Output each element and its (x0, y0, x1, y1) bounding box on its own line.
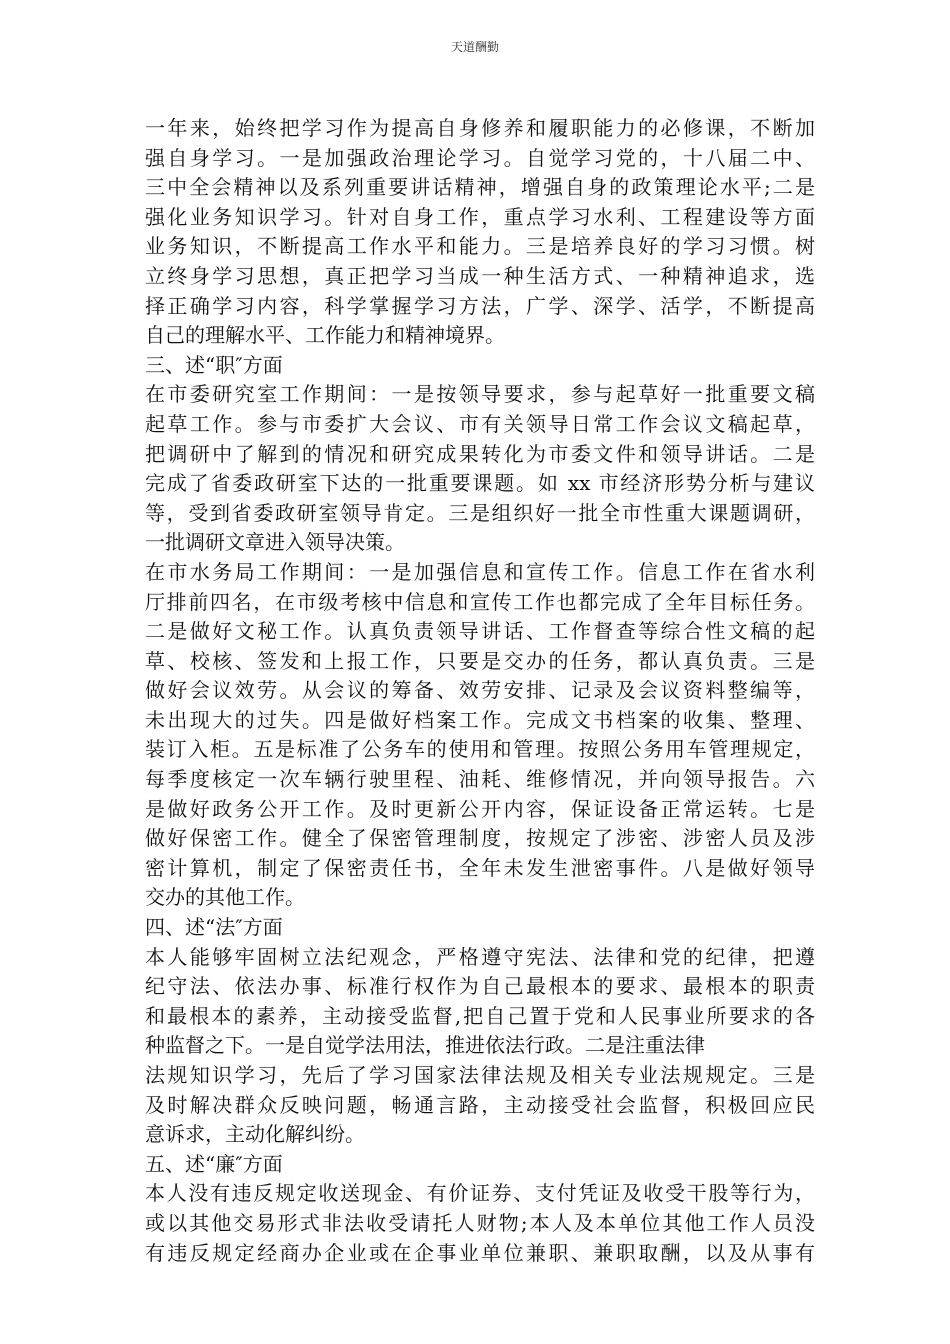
text-line: 交办的其他工作。 (145, 885, 305, 910)
text-line: 和最根本的素养，主动接受监督,把自己置于党和人民事业所要求的各 (145, 1003, 815, 1028)
text-line: 做好保密工作。健全了保密管理制度，按规定了涉密、涉密人员及涉 (145, 826, 815, 851)
text-line: 在市水务局工作期间：一是加强信息和宣传工作。信息工作在省水利 (145, 559, 815, 584)
text-line: 四、述“法″方面 (145, 915, 283, 940)
text-line: 或以其他交易形式非法收受请托人财物;本人及本单位其他工作人员没 (145, 1210, 815, 1235)
text-line: 厅排前四名，在市级考核中信息和宣传工作也都完成了全年目标任务。 (145, 589, 815, 614)
text-line: 未出现大的过失。四是做好档案工作。完成文书档案的收集、整理、 (145, 707, 815, 732)
text-line: 做好会议效劳。从会议的筹备、效劳安排、记录及会议资料整编等， (145, 678, 815, 703)
text-line: 每季度核定一次车辆行驶里程、油耗、维修情况，并向领导报告。六 (145, 767, 815, 792)
text-line: 二是做好文秘工作。认真负责领导讲话、工作督查等综合性文稿的起 (145, 619, 815, 644)
text-line: 把调研中了解到的情况和研究成果转化为市委文件和领导讲话。二是 (145, 441, 815, 466)
text-line: 三中全会精神以及系列重要讲话精神，增强自身的政策理论水平;二是 (145, 175, 815, 200)
text-line: 择正确学习内容，科学掌握学习方法，广学、深学、活学，不断提高 (145, 293, 815, 318)
text-line: 三、述“职″方面 (145, 352, 283, 377)
page-header: 天道酬勤 (450, 40, 499, 54)
text-line: 纪守法、依法办事、标准行权作为自己最根本的要求、最根本的职责 (145, 974, 815, 999)
text-line: 一年来，始终把学习作为提高自身修养和履职能力的必修课，不断加 (145, 116, 815, 140)
text-line: 法规知识学习，先后了学习国家法律法规及相关专业法规规定。三是 (145, 1063, 815, 1087)
text-line: 业务知识，不断提高工作水平和能力。三是培养良好的学习习惯。树 (145, 234, 815, 259)
text-line: 密计算机，制定了保密责任书，全年未发生泄密事件。八是做好领导 (145, 855, 815, 880)
text-line: 五、述“廉″方面 (145, 1151, 283, 1176)
text-line: 起草工作。参与市委扩大会议、市有关领导日常工作会议文稿起草， (145, 411, 815, 436)
text-line: 强自身学习。一是加强政治理论学习。自觉学习党的，十八届二中、 (145, 145, 815, 170)
text-line: 有违反规定经商办企业或在企事业单位兼职、兼职取酬，以及从事有 (145, 1240, 815, 1265)
text-line: 自己的理解水平、工作能力和精神境界。 (145, 323, 505, 348)
document-body (145, 114, 815, 1268)
text-line: 立终身学习思想，真正把学习当成一种生活方式、一种精神追求，选 (145, 263, 815, 288)
text-line: 是做好政务公开工作。及时更新公开内容，保证设备正常运转。七是 (145, 796, 815, 821)
text-line: 种监督之下。一是自觉学法用法，推进依法行政。二是注重法律 (145, 1033, 705, 1058)
text-line: 一批调研文章进入领导决策。 (145, 530, 405, 555)
text-line: 强化业务知识学习。针对自身工作，重点学习水利、工程建设等方面 (145, 204, 815, 229)
text-line: 本人能够牢固树立法纪观念，严格遵守宪法、法律和党的纪律，把遵 (145, 944, 815, 969)
text-line: 意诉求，主动化解纠纷。 (145, 1122, 365, 1147)
text-line: 本人没有违反规定收送现金、有价证券、支付凭证及收受干股等行为， (145, 1181, 815, 1206)
text-line: 装订入柜。五是标准了公务车的使用和管理。按照公务用车管理规定， (145, 737, 815, 762)
text-line: 完成了省委政研室下达的一批重要课题。如 xx 市经济形势分析与建议 (145, 471, 815, 496)
text-line: 在市委研究室工作期间：一是按领导要求，参与起草好一批重要文稿 (145, 382, 815, 407)
text-line: 草、校核、签发和上报工作，只要是交办的任务，都认真负责。三是 (145, 648, 815, 673)
text-line: 等，受到省委政研室领导肯定。三是组织好一批全市性重大课题调研， (145, 500, 815, 525)
text-line: 及时解决群众反映问题，畅通言路，主动接受社会监督，积极回应民 (145, 1092, 815, 1117)
